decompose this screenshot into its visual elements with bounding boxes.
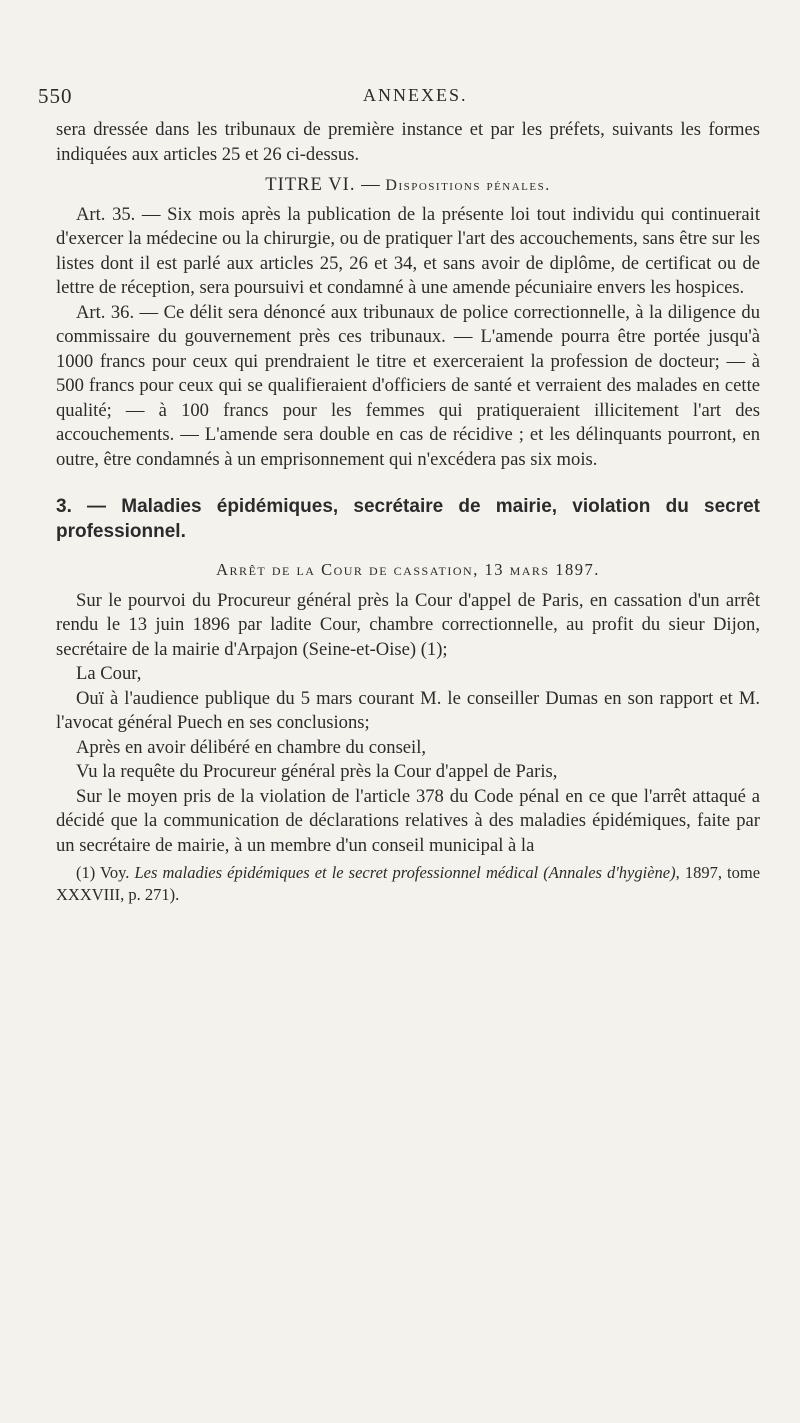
section-heading: 3. — Maladies épidémiques, secrétaire de mairie, violation du secret professionnel.: [56, 496, 760, 542]
running-title: ANNEXES.: [363, 85, 468, 105]
footnote: [56, 862, 760, 906]
footnote-marker: (1) Voy.: [76, 863, 130, 882]
paragraph-la-cour: La Cour,: [76, 663, 142, 684]
decree-title: Arrêt de la Cour de cassation, 13 mars 1897.: [216, 560, 600, 579]
title-name: Dispositions pénales.: [385, 177, 551, 194]
article-36: Art. 36. — Ce délit sera dénoncé aux tribunaux de police correctionnelle, à la diligence du commissaire du gouvernement près ces tribunaux. — L'amende pourra être portée jusqu'à 1000 francs pour ceux qui prendraient le titre et exerceraient la profession de docteur; — à 500 francs pour ceux qui se qualifieraient d'officiers de santé et verraient des malades en cette qualité; — à 100 francs pour les femmes qui pratiqueraient illicitement l'art des accouchements. — L'amende sera double en cas de récidive ; et les délinquants pourront, en outre, être condamnés à un emprisonnement qui n'excédera pas six mois.: [56, 301, 760, 470]
page-number: 550: [38, 84, 73, 108]
title-heading: [56, 173, 760, 199]
title-number: TITRE VI. —: [265, 174, 381, 195]
paragraph-moyen: Sur le moyen pris de la violation de l'article 378 du Code pénal en ce que l'arrêt attaqué a décidé que la communication de déclarations relatives à des maladies épidémiques, faite par un secrétaire de mairie, à un membre d'un conseil municipal à la: [56, 785, 760, 856]
footnote-title: Les maladies épidémiques et le secret professionnel médical: [134, 863, 539, 882]
paragraph-vu: Vu la requête du Procureur général près la Cour d'appel de Paris,: [76, 761, 558, 782]
page-body: [56, 118, 760, 906]
footnote-journal: (Annales d'hygiène): [543, 863, 676, 882]
paragraph-oui: Ouï à l'audience publique du 5 mars courant M. le conseiller Dumas en son rapport et M. l'avocat général Puech en ses conclusions;: [56, 687, 760, 733]
paragraph-pourvoi: Sur le pourvoi du Procureur général près la Cour d'appel de Paris, en cassation d'un arrêt rendu le 13 juin 1896 par ladite Cour, chambre correctionnelle, au profit du sieur Dijon, secrétaire de la mairie d'Arpajon (Seine-et-Oise) (1);: [56, 589, 760, 660]
paragraph-apres: Après en avoir délibéré en chambre du conseil,: [76, 736, 427, 758]
article-35: Art. 35. — Six mois après la publication de la présente loi tout individu qui continuerait d'exercer la médecine ou la chirurgie, ou de pratiquer l'art des accouchements, sans être sur les listes dont il est parlé aux articles 25, 26 et 34, et sans avoir de diplôme, de certificat ou de lettre de réception, sera poursuivi et condamné à une amende pécuniaire envers les hospices.: [56, 203, 760, 298]
footnote-reference: , 1897, tome XXXVIII, p. 271).: [56, 863, 761, 904]
paragraph-continuation: sera dressée dans les tribunaux de première instance et par les préfets, suivants les formes indiquées aux articles 25 et 26 ci-dessus.: [56, 119, 760, 165]
page-header: [38, 84, 598, 112]
